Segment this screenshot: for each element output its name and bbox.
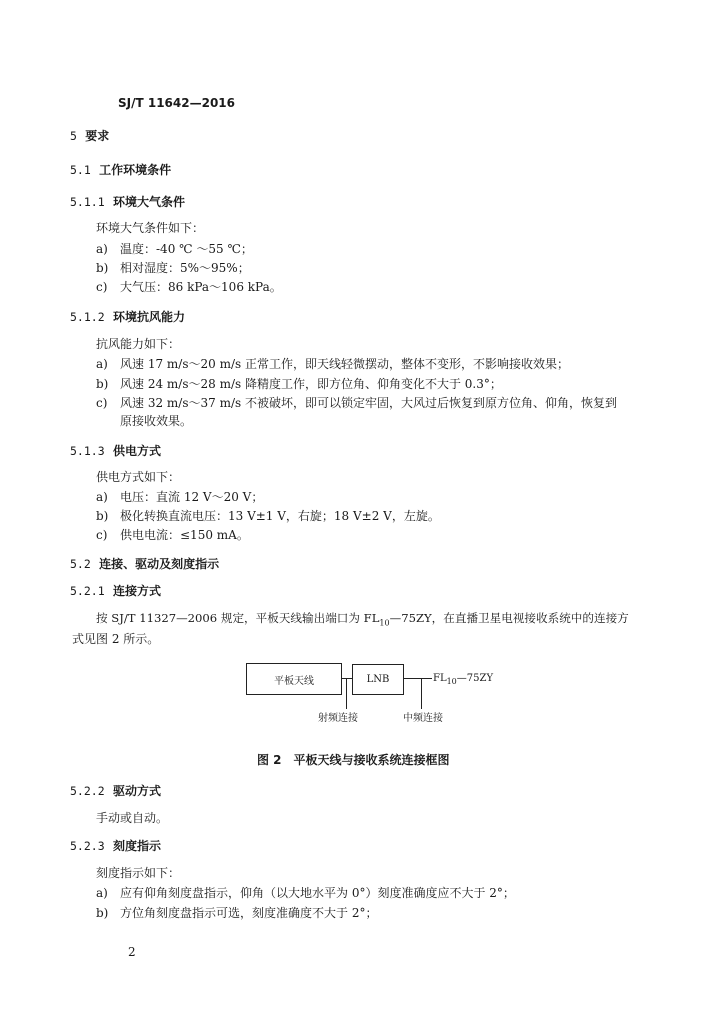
output-port-label: $FL_{10}—75ZY$ bbox=[433, 673, 494, 686]
s523-intro: 刻度指示如下： bbox=[96, 866, 181, 880]
s511-item-c: c) 大气压：86 kPa～106 kPa。 bbox=[96, 280, 282, 294]
s512-item-a: a) 风速 17 m/s～20 m/s 正常工作，即天线轻微摆动，整体不变形，不影响接收效果； bbox=[96, 357, 569, 371]
s523-item-a: a) 应有仰角刻度盘指示，仰角（以大地水平为 0°）刻度准确度应不大于 2°； bbox=[96, 886, 515, 900]
section-5-2-3-heading: 5.2.3 刻度指示 bbox=[70, 839, 161, 853]
section-5-1-heading: 5.1 工作环境条件 bbox=[70, 163, 172, 177]
page-number: 2 bbox=[128, 945, 136, 959]
section-5-1-2-heading: 5.1.2 环境抗风能力 bbox=[70, 310, 185, 324]
s521-paragraph-line1: 按 SJ/T 11327—2006 规定，平板天线输出端口为 $FL_{10}—75ZY$，在直播卫星电视接收系统中的连接方 bbox=[96, 611, 629, 628]
rf-connection-label: 射频连接 bbox=[318, 713, 358, 724]
s511-item-b: b) 相对湿度：5%～95%； bbox=[96, 261, 250, 275]
section-5-2-2-heading: 5.2.2 驱动方式 bbox=[70, 784, 161, 798]
section-5-1-3-heading: 5.1.3 供电方式 bbox=[70, 444, 161, 458]
figure-caption: 图 2 平板天线与接收系统连接框图 bbox=[257, 753, 450, 767]
s512-item-c-cont: 原接收效果。 bbox=[120, 414, 193, 428]
section-5-2-heading: 5.2 连接、驱动及刻度指示 bbox=[70, 557, 220, 571]
s513-item-b: b) 极化转换直流电压：13 V±1 V，右旋；18 V±2 V，左旋。 bbox=[96, 509, 440, 523]
s522-text: 手动或自动。 bbox=[96, 811, 169, 825]
s512-item-b: b) 风速 24 m/s～28 m/s 降精度工作，即方位角、仰角变化不大于 0.3°； bbox=[96, 377, 502, 391]
if-connection-label: 中频连接 bbox=[403, 713, 443, 724]
lnb-box: LNB bbox=[352, 664, 404, 695]
s511-intro: 环境大气条件如下： bbox=[96, 221, 205, 235]
s513-item-c: c) 供电电流：≤150 mA。 bbox=[96, 528, 249, 542]
s523-item-b: b) 方位角刻度盘指示可选，刻度准确度不大于 2°； bbox=[96, 906, 378, 920]
s513-item-a: a) 电压：直流 12 V～20 V； bbox=[96, 490, 264, 504]
standard-code: SJ/T 11642—2016 bbox=[118, 96, 235, 110]
flat-antenna-box: 平板天线 bbox=[246, 663, 342, 695]
s512-intro: 抗风能力如下： bbox=[96, 337, 181, 351]
s513-intro: 供电方式如下： bbox=[96, 470, 181, 484]
rf-leader-line bbox=[346, 679, 347, 709]
output-line bbox=[404, 678, 432, 679]
s512-item-c: c) 风速 32 m/s～37 m/s 不被破坏，即可以锁定牢固，大风过后恢复到原方位角、仰角，恢复到 bbox=[96, 396, 617, 410]
s511-item-a: a) 温度：-40 ℃ ～55 ℃； bbox=[96, 242, 253, 256]
section-5-2-1-heading: 5.2.1 连接方式 bbox=[70, 584, 161, 598]
if-leader-line bbox=[421, 679, 422, 709]
s521-paragraph-line2: 式见图 2 所示。 bbox=[72, 632, 160, 646]
section-5-1-1-heading: 5.1.1 环境大气条件 bbox=[70, 195, 185, 209]
section-5-heading: 5 要求 bbox=[70, 129, 110, 143]
